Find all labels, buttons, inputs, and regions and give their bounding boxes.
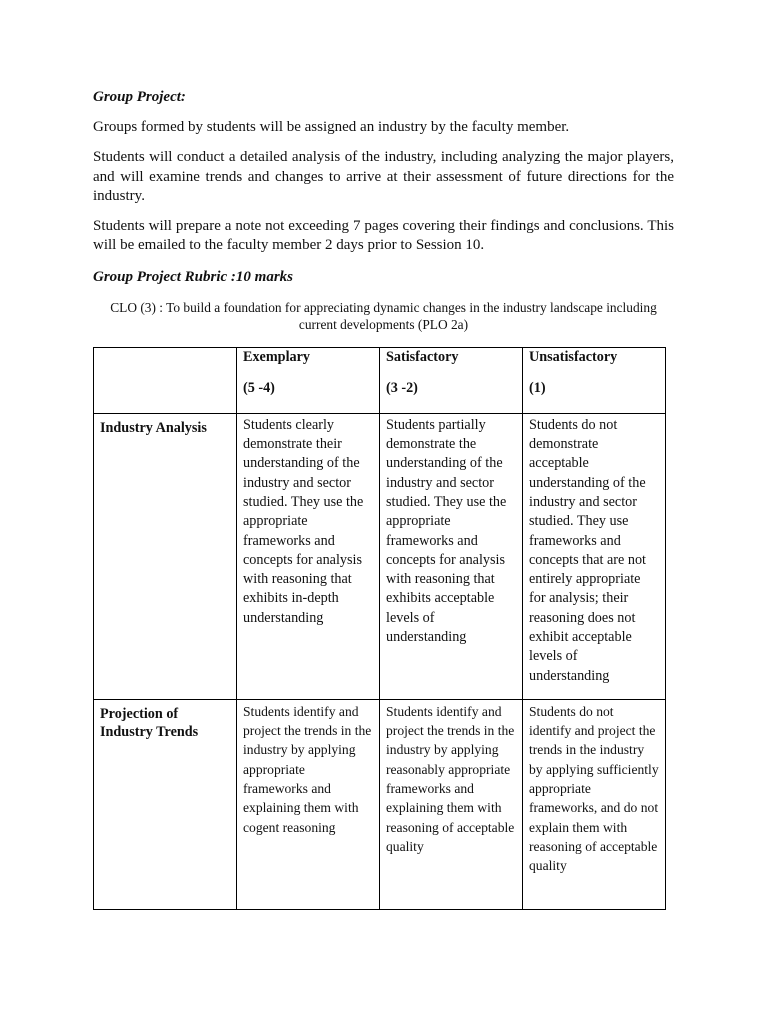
header-cell-unsatisfactory [523,347,666,413]
rubric-heading: Group Project Rubric :10 marks [93,268,294,285]
criterion-cell: Industry Analysis [94,413,237,699]
column-range: (1) [529,379,546,396]
column-range: (3 -2) [386,379,418,396]
rubric-cell: Students clearly demonstrate their understanding of the industry and sector studied. They use the appropriate frameworks and concepts for analysis with reasoning that exhibits in-depth understanding [237,413,380,699]
section-heading: Group Project: [93,89,186,105]
header-cell-satisfactory [380,347,523,413]
header-empty-cell [94,347,237,413]
paragraph-analysis: Students will conduct a detailed analysis of the industry, including analyzing the major players, and will examine trends and changes to arrive at their assessment of future directions for the industry. [93,149,674,204]
rubric-table [93,347,666,910]
paragraph-assignment: Groups formed by students will be assigned an industry by the faculty member. [93,119,570,135]
rubric-cell: Students do not identify and project the trends in the industry by applying sufficiently appropriate frameworks, and do not explain them with reasoning of acceptable quality [523,699,666,909]
column-label: Exemplary [243,348,310,365]
column-label: Unsatisfactory [529,348,618,365]
table-row [94,699,666,909]
rubric-cell: Students do not demonstrate acceptable understanding of the industry and sector studied. They use frameworks and concepts that are not entirely appropriate for analysis; their reasoning does not exhibit acceptable levels of understanding [523,413,666,699]
clo-statement: CLO (3) : To build a foundation for appreciating dynamic changes in the industry landscape including current developments (PLO 2a) [110,299,657,332]
rubric-cell: Students partially demonstrate the understanding of the industry and sector studied. They use the appropriate frameworks and concepts for analysis with reasoning that exhibits acceptable levels of understanding [380,413,523,699]
header-cell-exemplary [237,347,380,413]
document-page [93,87,674,910]
column-range: (5 -4) [243,379,275,396]
rubric-cell: Students identify and project the trends in the industry by applying appropriate frameworks and explaining them with cogent reasoning [237,699,380,909]
paragraph-note: Students will prepare a note not exceeding 7 pages covering their findings and conclusions. This will be emailed to the faculty member 2 days prior to Session 10. [93,218,674,254]
rubric-cell: Students identify and project the trends in the industry by applying reasonably appropriate frameworks and explaining them with reasoning of acceptable quality [380,699,523,909]
table-row [94,413,666,699]
table-header-row [94,347,666,413]
criterion-cell: Projection of Industry Trends [94,699,237,909]
column-label: Satisfactory [386,348,459,365]
